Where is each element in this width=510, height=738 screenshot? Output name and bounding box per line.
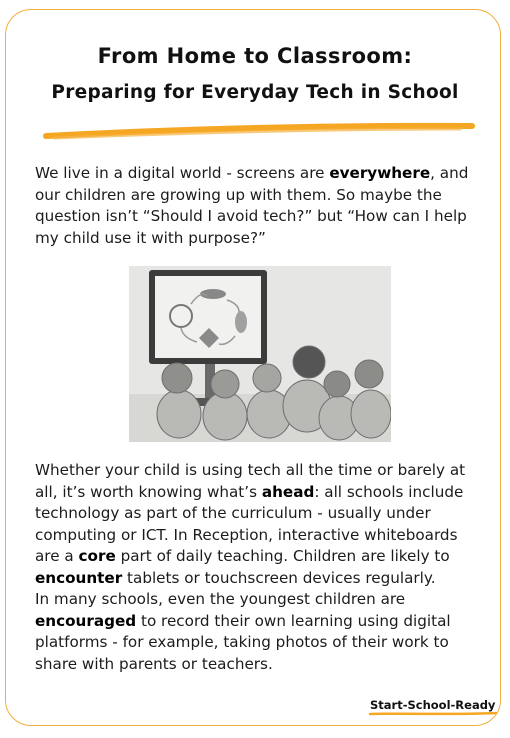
brand-label: Start-School-Ready <box>370 698 496 712</box>
body-paragraph: Whether your child is using tech all the time or barely at all, it’s worth knowing what’s ahead: all schools include technology as part of the curriculum - usually under computing or ICT. In Reception, interactive whiteboards are a core part of daily teaching. Children are likely to encounter tablets or touchscreen devices regularly. In many schools, even the youngest children are encouraged to record their own learning using digital platforms - for example, taking photos of their work to share with parents or teachers. <box>35 461 466 673</box>
intro-paragraph: We live in a digital world - screens are everywhere, and our children are growing up with them. So maybe the question isn’t “Should I avoid tech?” but “How can I help my child use it with purpose?” <box>35 164 469 247</box>
page-subtitle: Preparing for Everyday Tech in School <box>51 82 459 103</box>
classroom-illustration <box>129 266 391 442</box>
brand-underline <box>368 711 498 717</box>
page-title: From Home to Classroom: <box>97 44 413 68</box>
accent-underline <box>40 120 480 144</box>
